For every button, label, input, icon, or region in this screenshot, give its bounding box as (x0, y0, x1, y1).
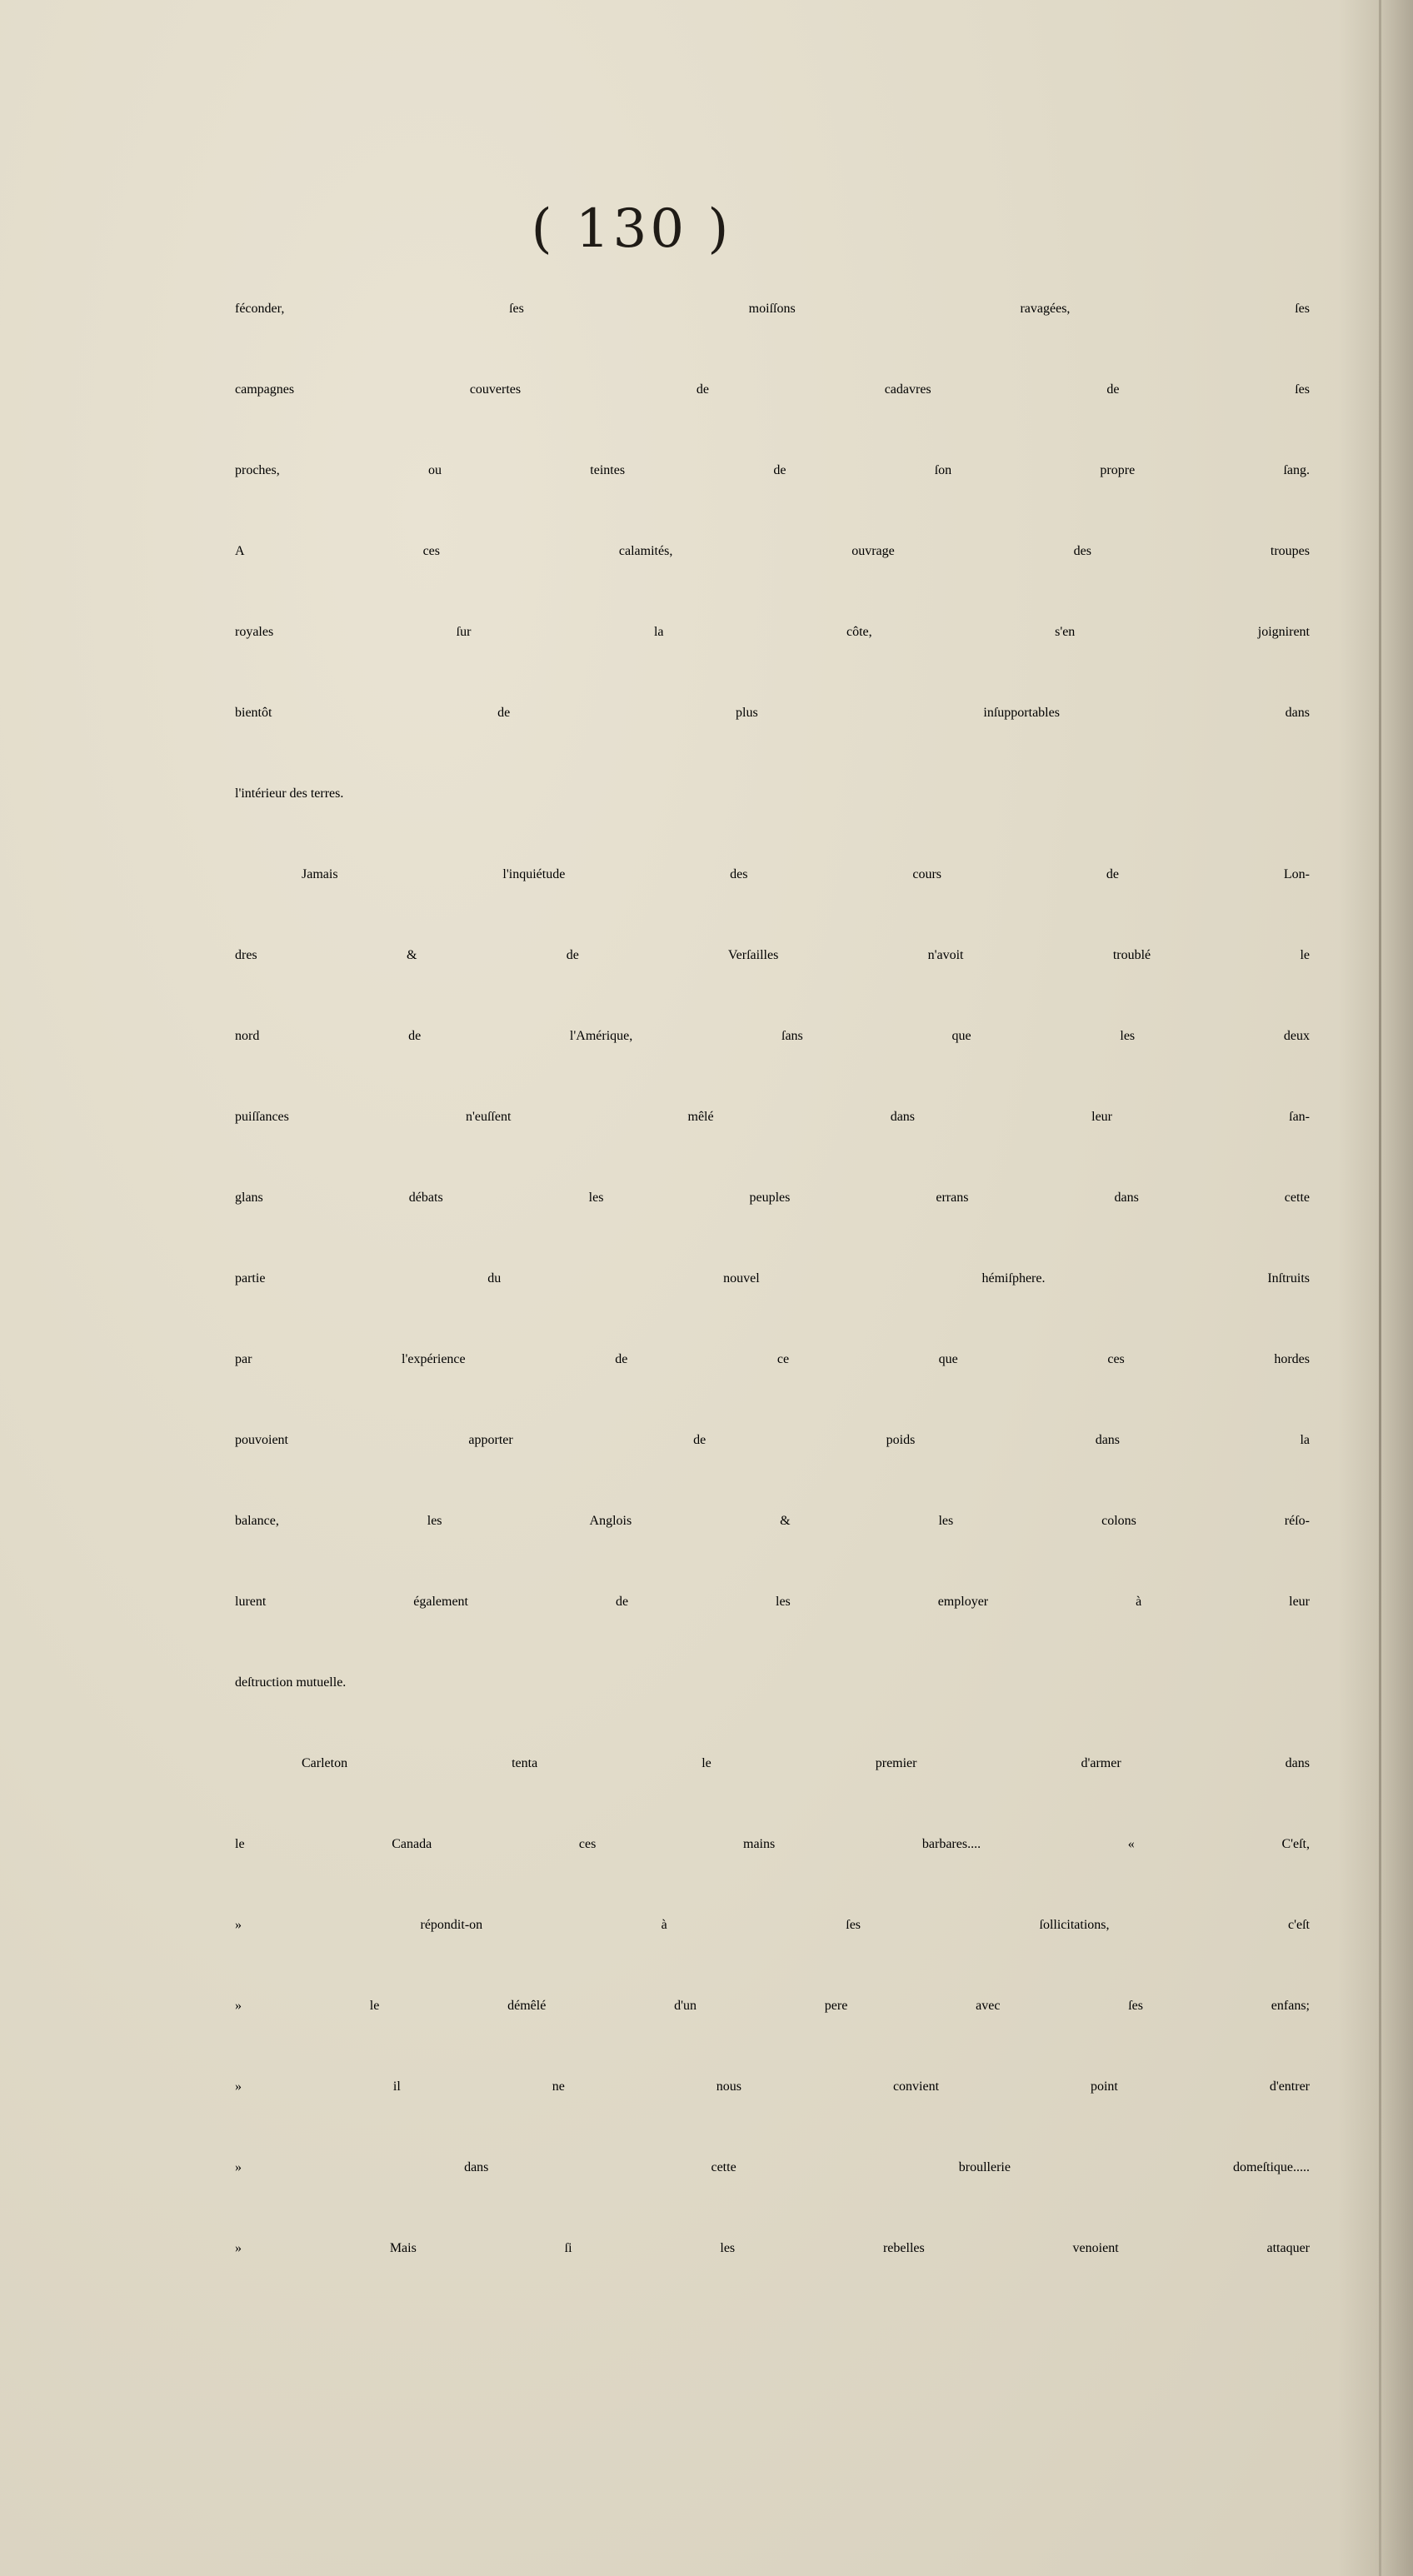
text-line: le Canada ces mains barbares.... « C'eſt, (235, 1837, 1310, 1851)
text-line: par l'expérience de ce que ces hordes (235, 1352, 1310, 1366)
text-line: » il ne nous convient point d'entrer (235, 2079, 1310, 2094)
text-line: Jamais l'inquiétude des cours de Lon- (302, 867, 1310, 881)
page-edge-shadow (1338, 0, 1413, 2576)
text-line: lurent également de les employer à leur (235, 1595, 1310, 1609)
text-line: » répondit-on à ſes ſollicitations, c'eſt (235, 1918, 1310, 1932)
text-line: A ces calamités, ouvrage des troupes (235, 544, 1310, 558)
text-line: deſtruction mutuelle. (235, 1675, 347, 1690)
text-line: pouvoient apporter de poids dans la (235, 1433, 1310, 1447)
text-line: » Mais ſi les rebelles venoient attaquer (235, 2241, 1310, 2255)
text-line: bientôt de plus inſupportables dans (235, 706, 1310, 720)
text-line: dres & de Verſailles n'avoit troublé le (235, 948, 1310, 962)
text-line: royales ſur la côte, s'en joignirent (235, 625, 1310, 639)
text-line: glans débats les peuples errans dans cette (235, 1191, 1310, 1205)
text-line: » dans cette broullerie domeſtique..... (235, 2160, 1310, 2174)
text-line: puiſſances n'euſſent mêlé dans leur ſan- (235, 1110, 1310, 1124)
text-line: nord de l'Amérique, ſans que les deux (235, 1029, 1310, 1043)
text-line: balance, les Anglois & les colons réſo- (235, 1514, 1310, 1528)
text-line: partie du nouvel hémiſphere. Inſtruits (235, 1271, 1310, 1286)
page-number: ( 130 ) (531, 198, 732, 260)
text-line: l'intérieur des terres. (235, 786, 344, 801)
text-line: Carleton tenta le premier d'armer dans (302, 1756, 1310, 1770)
text-line: proches, ou teintes de ſon propre ſang. (235, 463, 1310, 477)
page-edge-line (1379, 0, 1381, 2576)
text-line: féconder, ſes moiſſons ravagées, ſes (235, 302, 1310, 316)
text-line: » le démêlé d'un pere avec ſes enfans; (235, 1999, 1310, 2013)
text-line: campagnes couvertes de cadavres de ſes (235, 382, 1310, 397)
page-body-text (235, 302, 1310, 2322)
